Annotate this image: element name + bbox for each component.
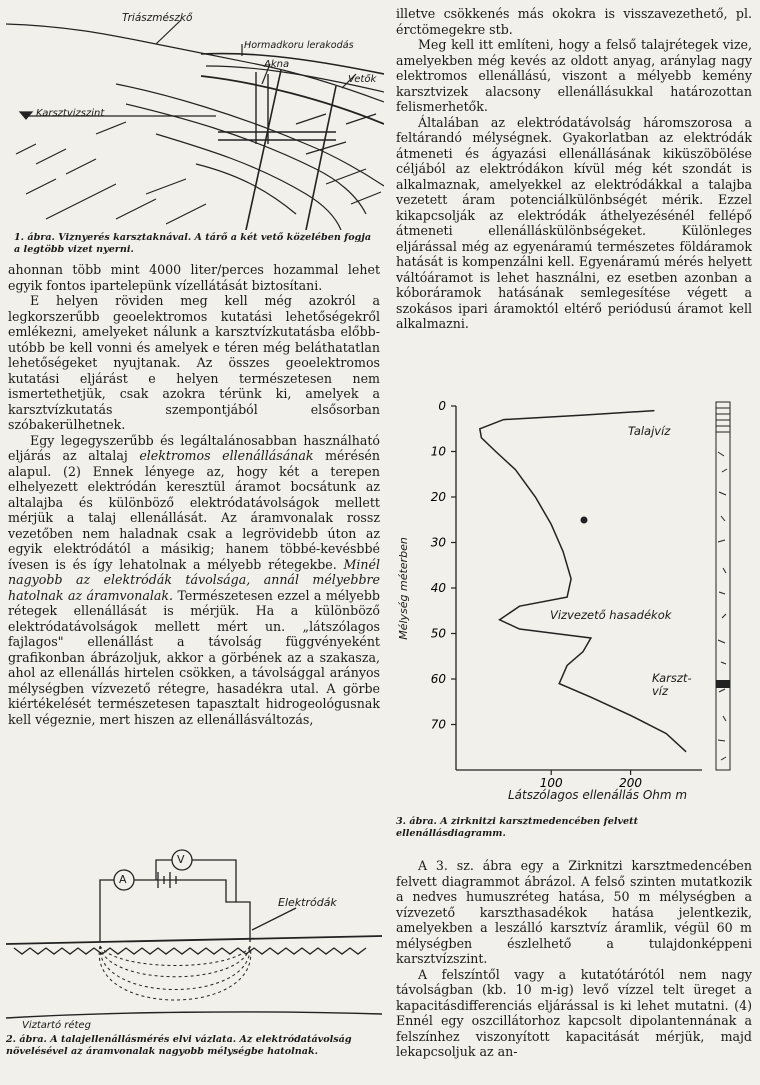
- label-karsztviz: Karsztvizszint: [36, 108, 105, 119]
- y-tick-label: 60: [430, 672, 446, 686]
- label-veto: Vetők: [348, 74, 377, 85]
- label-triassic: Triászmészkő: [122, 12, 193, 24]
- y-tick-label: 30: [430, 535, 446, 550]
- y-tick-label: 70: [430, 717, 446, 732]
- paragraph-3-emphasis-2: Minél nagyobb az elektródák távolsága, annál mélyebbre hatolnak az áramvonalak.: [8, 556, 380, 603]
- paragraph-r1: illetve csökkenés más okokra is visszavezethető, pl. érctömegekre stb.: [396, 6, 752, 37]
- label-water-layer: Viztartó réteg: [22, 1020, 91, 1031]
- y-tick-label: 10: [430, 444, 446, 459]
- y-tick-label: 20: [430, 490, 446, 504]
- right-column-text-bottom: [396, 858, 752, 1060]
- annotation-talajviz: Talajvíz: [628, 424, 671, 438]
- resistance-curve: [480, 411, 686, 752]
- figure-1-karst-shaft: [6, 4, 384, 230]
- figure-2-caption: 2. ábra. A talajellenállásmérés elvi vázlata. Az elektródatávolság növelésével az áramvonalak nagyobb mélységbe hatolnak.: [6, 1034, 352, 1057]
- right-column-text-top: [396, 6, 752, 332]
- y-axis-label: Mélység méterben: [396, 537, 410, 640]
- annotation-hasadekok: Vizvezető hasadékok: [550, 608, 672, 622]
- paragraph-3-part-a: Egy legegyszerűbb és legáltalánosabban használható eljárás az altalaj: [8, 432, 380, 463]
- figure-1-caption: 1. ábra. Viznyerés karsztaknával. A tárő a két vető közelében fogja a legtöbb vizet nyerni.: [14, 232, 372, 255]
- paragraph-3: [8, 433, 380, 728]
- ink-dot: [581, 517, 588, 524]
- x-tick-label: 200: [619, 776, 643, 790]
- figure-2-resistance-circuit: [6, 842, 382, 1030]
- paragraph-3-emphasis-1: elektromos ellenállásának: [139, 448, 314, 463]
- x-tick-label: 100: [539, 776, 563, 790]
- chart-svg: [390, 392, 758, 810]
- figure-3-caption: 3. ábra. A zirknitzi karsztmedencében felvett ellenállásdiagramm.: [396, 816, 639, 839]
- paragraph-r5: A felszíntől vagy a kutatótárótól nem nagy távolságban (kb. 10 m-ig) levő vízzel telt üreget a kapacitásdifferenciás eljárással is ki lehet mutatni. (4) Ennél egy oszcillátorhoz kapcsolt dipolantennának a felszínhez viszonyított kapacitását mérjük, majd lekapcsoljuk az an-: [396, 966, 752, 1059]
- paragraph-3-part-e: Természetesen ezzel a mélyebb rétegek ellenállását is mérjük. Ha a különböző elektródatávolságok mellett mért un. „látszólagos fajlagos" ellenállást a távolság függvényeként grafikonban ábrázoljuk, akkor a görbének az a szakasza, ahol az ellenállás hirtelen csökken, a távolsággal arányos mélységben vízvezető rétegre, hasadékra utal. A görbe kiértékelését természetesen tapasztalt hidrogeológusnak kell végeznie, mert hiszen az ellenállásváltozás,: [8, 587, 380, 727]
- figure-3-resistance-chart: [390, 392, 758, 810]
- paragraph-r3: Általában az elektródatávolság háromszorosa a feltárandó mélységnek. Gyakorlatban az elektródák átmeneti és ágyazási ellenállásának kiküszöbölése céljából az elektródákon kívül még két szondát is alkalmaznak, amelyekkel az elektródákkal a talajba vezetett áram potenciálkülönbségét mérik. Ezzel kikapcsolják az elektródák áthelyezésénél fellépő átmeneti ellenálláskülönbségeket. Különleges eljárással még az egyenáramú természetes földáramok hatását is kompenzálni kell. Egyenáramú mérés helyett váltóáramot is lehet használni, ez esetben azonban a kóboráramok hatásának semlegesítése végett a szokásos ipari áramoktól eltérő periódusú áramot kell alkalmazni.: [396, 114, 752, 331]
- paragraph-3-part-c: mérésén alapul. (2) Ennek lényege az, hogy két a terepen elhelyezett elektródán keresztül áramot bocsátunk az altalajba és különböző elektródatávolságok mellett mérjük a talaj ellenállását. Az áramvonalak rossz vezetőben nem haladnak csak a legrövidebb úton az egyik elektródától a másikig; hanem többé-kevésbbé ívesen is és így lehatolnak a mélyebb rétegekbe.: [8, 448, 380, 572]
- label-hormadkor: Hormadkoru lerakodás: [244, 40, 354, 51]
- soil-column: [716, 402, 730, 770]
- paragraph-r2: Meg kell itt említeni, hogy a felső talajrétegek vize, amelyekben még kevés az oldott anyag, aránylag nagy elektromos ellenállású, viszont a mélyebb kemény karsztvizek alacsony ellenállásukkal határozottan felismerhetők.: [396, 37, 752, 114]
- paragraph-2: E helyen röviden meg kell még azokról a legkorszerűbb geoelektromos kutatási lehetőségekről emlékezni, amelyeket nálunk a karsztvízkutatásba előbb-utóbb be kell vonni és amelyek e téren még beláthatatlan lehetőségeket nyujtanak. Az összes geoelektromos kutatási eljárást e helyen természetesen nem ismertethetjük, csak azokra térünk ki, amelyek a karsztvízkutatás szempontjából elsősorban szóbakerülhetnek.: [8, 293, 380, 432]
- left-column-text: [8, 262, 380, 727]
- y-tick-label: 40: [430, 581, 446, 595]
- figure-2-drawing: [6, 842, 382, 1030]
- x-axis-label: Látszólagos ellenállás Ohm m: [508, 788, 688, 802]
- voltmeter-symbol: V: [177, 853, 185, 866]
- label-akna: Akna: [264, 59, 290, 70]
- paragraph-r4: A 3. sz. ábra egy a Zirknitzi karsztmedencében felvett diagrammot ábrázol. A felső szinten mutatkozik a nedves humuszréteg hatása, 50 m mélységben a vízvezető karszthasadékok hatása jelentkezik, amelyekben a leszálló karsztvíz áramlik, végül 60 m mélységben észlelhető a tulajdonképpeni karsztvízszint.: [396, 858, 752, 966]
- annotation-karsztviz: Karszt-víz: [652, 671, 692, 698]
- ammeter-symbol: A: [119, 873, 127, 886]
- karst-water-band: [716, 680, 730, 688]
- paragraph-1: ahonnan több mint 4000 liter/perces hozammal lehet egyik fontos ipartelepünk vízellátását biztosítani.: [8, 262, 380, 293]
- y-tick-label: 50: [430, 626, 446, 641]
- label-electrodes: Elektródák: [278, 896, 337, 909]
- y-tick-label: 0: [438, 399, 446, 413]
